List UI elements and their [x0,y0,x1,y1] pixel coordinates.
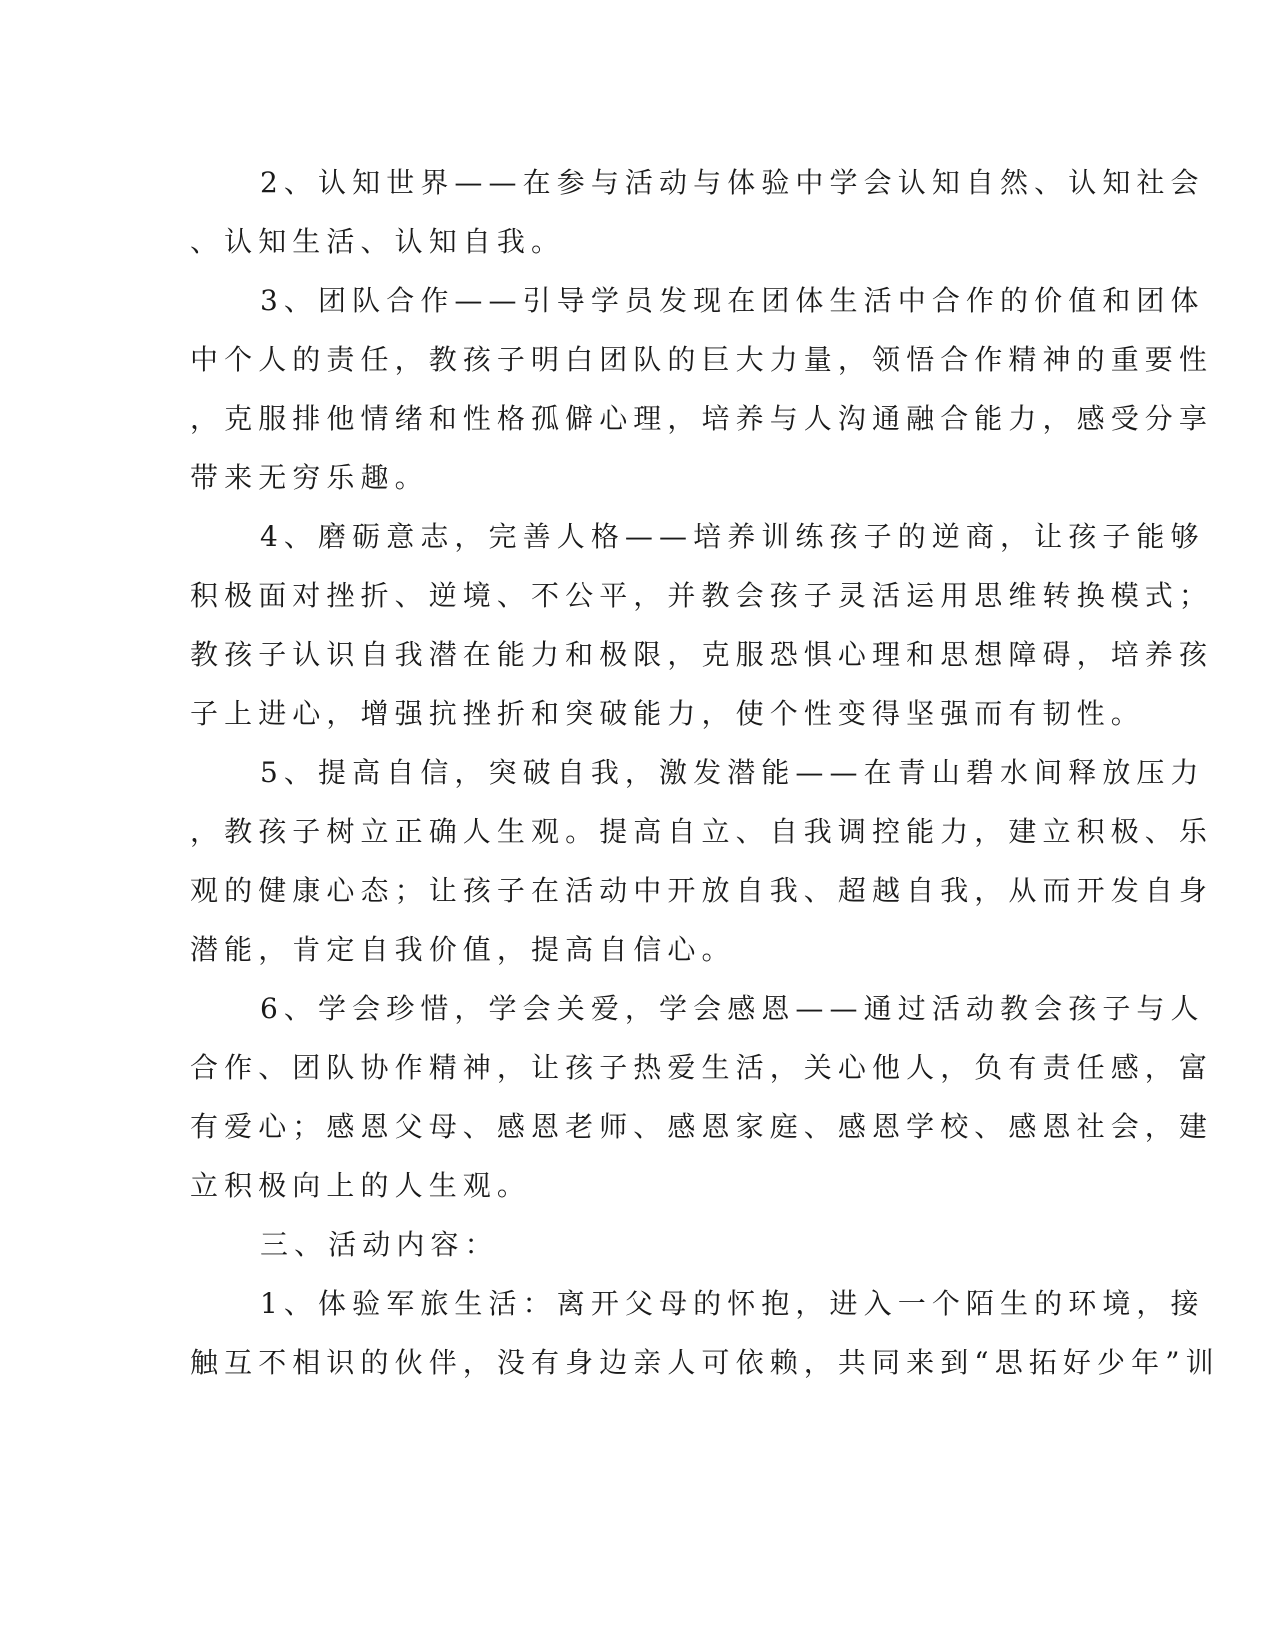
document-page [190,0,1220,1650]
text-line: 有爱心；感恩父母、感恩老师、感恩家庭、感恩学校、感恩社会，建 [190,1110,1214,1143]
text-line: 4、磨砺意志，完善人格——培养训练孩子的逆商，让孩子能够 [260,520,1205,553]
text-line: 合作、团队协作精神，让孩子热爱生活，关心他人，负有责任感，富 [190,1051,1214,1084]
text-line: 观的健康心态；让孩子在活动中开放自我、超越自我，从而开发自身 [190,874,1214,907]
text-line: 潜能，肯定自我价值，提高自信心。 [190,933,736,966]
text-line: 子上进心，增强抗挫折和突破能力，使个性变得坚强而有韧性。 [190,697,1145,730]
text-line: 、认知生活、认知自我。 [190,225,566,258]
text-line: 触互不相识的伙伴，没有身边亲人可依赖，共同来到“思拓好少年”训 [190,1346,1220,1379]
text-line: 教孩子认识自我潜在能力和极限，克服恐惧心理和思想障碍，培养孩 [190,638,1214,671]
text-line: 1、体验军旅生活：离开父母的怀抱，进入一个陌生的环境，接 [260,1287,1205,1320]
text-line: ，克服排他情绪和性格孤僻心理，培养与人沟通融合能力，感受分享 [190,402,1214,435]
text-line: ，教孩子树立正确人生观。提高自立、自我调控能力，建立积极、乐 [190,815,1214,848]
text-line: 2、认知世界——在参与活动与体验中学会认知自然、认知社会 [260,166,1205,199]
text-line: 立积极向上的人生观。 [190,1169,532,1202]
text-line: 5、提高自信，突破自我，激发潜能——在青山碧水间释放压力 [260,756,1205,789]
text-line: 中个人的责任，教孩子明白团队的巨大力量，领悟合作精神的重要性 [190,343,1214,376]
text-line: 带来无穷乐趣。 [190,461,429,494]
text-line: 积极面对挫折、逆境、不公平，并教会孩子灵活运用思维转换模式； [190,579,1214,612]
text-line: 6、学会珍惜，学会关爱，学会感恩——通过活动教会孩子与人 [260,992,1205,1025]
text-line: 3、团队合作——引导学员发现在团体生活中合作的价值和团体 [260,284,1205,317]
section-heading: 三、活动内容： [260,1228,499,1261]
